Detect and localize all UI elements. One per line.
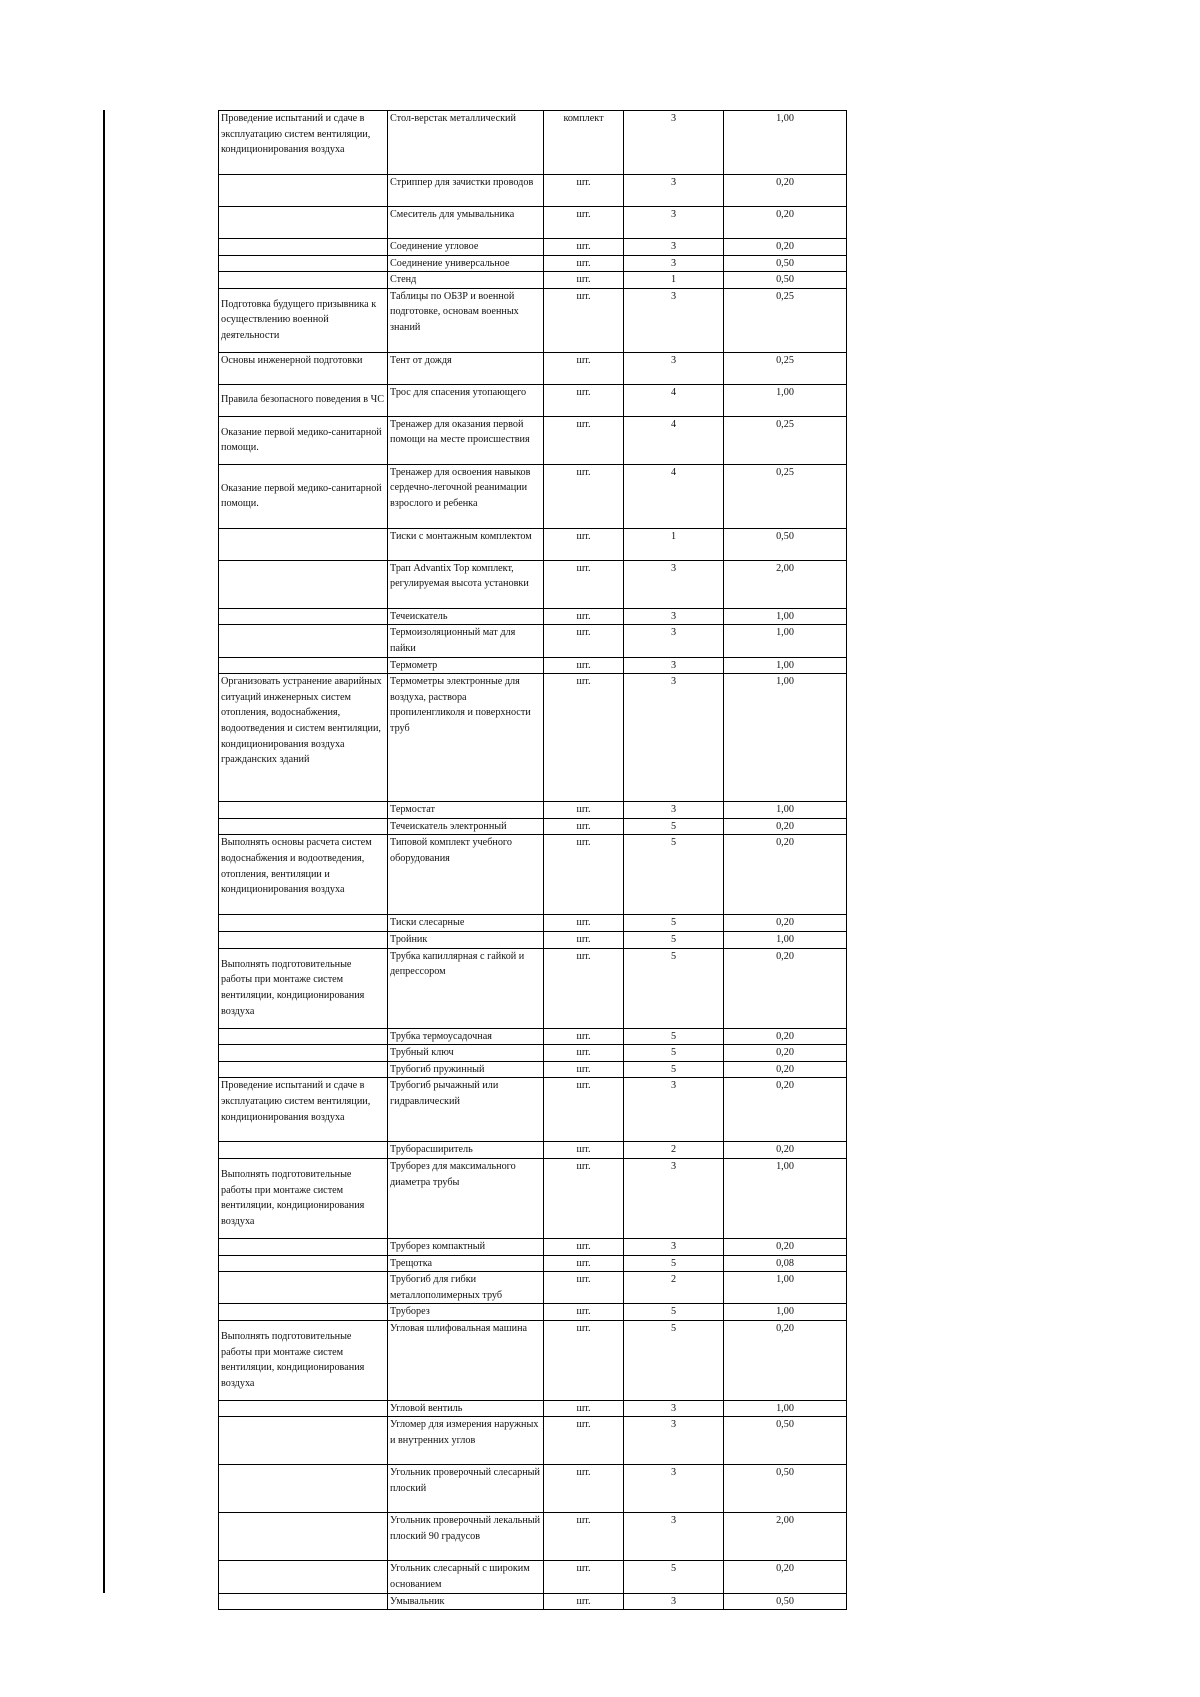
norm-cell: 0,25 bbox=[724, 464, 847, 528]
activity-cell: Организовать устранение аварийных ситуаций инженерных систем отопления, водоснабжения, водоотведения и систем вентиляции, кондиционирования воздуха гражданских зданий bbox=[219, 674, 388, 802]
quantity-cell: 4 bbox=[624, 416, 724, 464]
unit-cell: шт. bbox=[544, 1272, 624, 1304]
unit-cell: шт. bbox=[544, 207, 624, 239]
table-row bbox=[219, 528, 847, 560]
table-row bbox=[219, 1304, 847, 1321]
activity-cell: Оказание первой медико-санитарной помощи. bbox=[219, 464, 388, 528]
norm-cell: 0,20 bbox=[724, 948, 847, 1028]
activity-cell bbox=[219, 175, 388, 207]
unit-cell: шт. bbox=[544, 560, 624, 608]
equipment-name-cell: Угольник слесарный с широким основанием bbox=[388, 1561, 544, 1593]
activity-cell bbox=[219, 272, 388, 289]
unit-cell: шт. bbox=[544, 1158, 624, 1238]
equipment-name-cell: Угольник проверочный слесарный плоский bbox=[388, 1465, 544, 1513]
unit-cell: шт. bbox=[544, 1078, 624, 1142]
unit-cell: комплект bbox=[544, 111, 624, 175]
table-row bbox=[219, 239, 847, 256]
table-row bbox=[219, 1142, 847, 1159]
quantity-cell: 5 bbox=[624, 1061, 724, 1078]
table-row bbox=[219, 1593, 847, 1610]
table-row bbox=[219, 835, 847, 915]
activity-cell bbox=[219, 1255, 388, 1272]
norm-cell: 1,00 bbox=[724, 1304, 847, 1321]
unit-cell: шт. bbox=[544, 352, 624, 384]
equipment-name-cell: Тиски слесарные bbox=[388, 915, 544, 932]
unit-cell: шт. bbox=[544, 948, 624, 1028]
quantity-cell: 3 bbox=[624, 175, 724, 207]
unit-cell: шт. bbox=[544, 835, 624, 915]
table-row bbox=[219, 915, 847, 932]
equipment-name-cell: Труборез компактный bbox=[388, 1238, 544, 1255]
equipment-name-cell: Труборасширитель bbox=[388, 1142, 544, 1159]
equipment-name-cell: Течеискатель электронный bbox=[388, 818, 544, 835]
activity-cell: Выполнять подготовительные работы при монтаже систем вентиляции, кондиционирования воздуха bbox=[219, 1158, 388, 1238]
quantity-cell: 5 bbox=[624, 1028, 724, 1045]
unit-cell: шт. bbox=[544, 818, 624, 835]
equipment-name-cell: Трубный ключ bbox=[388, 1045, 544, 1062]
table-row bbox=[219, 1028, 847, 1045]
activity-cell bbox=[219, 1513, 388, 1561]
quantity-cell: 5 bbox=[624, 1255, 724, 1272]
norm-cell: 0,20 bbox=[724, 835, 847, 915]
norm-cell: 0,50 bbox=[724, 255, 847, 272]
norm-cell: 0,20 bbox=[724, 1078, 847, 1142]
unit-cell: шт. bbox=[544, 608, 624, 625]
equipment-name-cell: Умывальник bbox=[388, 1593, 544, 1610]
equipment-name-cell: Термостат bbox=[388, 802, 544, 819]
table-row bbox=[219, 625, 847, 657]
unit-cell: шт. bbox=[544, 915, 624, 932]
quantity-cell: 3 bbox=[624, 1417, 724, 1465]
quantity-cell: 5 bbox=[624, 818, 724, 835]
unit-cell: шт. bbox=[544, 175, 624, 207]
activity-cell: Оказание первой медико-санитарной помощи. bbox=[219, 416, 388, 464]
unit-cell: шт. bbox=[544, 1061, 624, 1078]
quantity-cell: 3 bbox=[624, 239, 724, 256]
norm-cell: 0,25 bbox=[724, 352, 847, 384]
activity-cell bbox=[219, 931, 388, 948]
norm-cell: 2,00 bbox=[724, 1513, 847, 1561]
table-row bbox=[219, 1158, 847, 1238]
quantity-cell: 1 bbox=[624, 272, 724, 289]
norm-cell: 0,50 bbox=[724, 1593, 847, 1610]
quantity-cell: 3 bbox=[624, 1400, 724, 1417]
quantity-cell: 1 bbox=[624, 528, 724, 560]
equipment-name-cell: Термоизоляционный мат для пайки bbox=[388, 625, 544, 657]
unit-cell: шт. bbox=[544, 625, 624, 657]
unit-cell: шт. bbox=[544, 272, 624, 289]
quantity-cell: 3 bbox=[624, 802, 724, 819]
equipment-name-cell: Смеситель для умывальника bbox=[388, 207, 544, 239]
equipment-table-body bbox=[219, 111, 847, 1610]
activity-cell bbox=[219, 1272, 388, 1304]
table-row bbox=[219, 657, 847, 674]
quantity-cell: 5 bbox=[624, 1320, 724, 1400]
quantity-cell: 3 bbox=[624, 1238, 724, 1255]
equipment-name-cell: Труборез bbox=[388, 1304, 544, 1321]
equipment-name-cell: Угловой вентиль bbox=[388, 1400, 544, 1417]
activity-cell: Правила безопасного поведения в ЧС bbox=[219, 384, 388, 416]
quantity-cell: 5 bbox=[624, 835, 724, 915]
equipment-name-cell: Таблицы по ОБЗР и военной подготовке, основам военных знаний bbox=[388, 288, 544, 352]
table-row bbox=[219, 1255, 847, 1272]
norm-cell: 1,00 bbox=[724, 931, 847, 948]
equipment-name-cell: Трос для спасения утопающего bbox=[388, 384, 544, 416]
table-row bbox=[219, 288, 847, 352]
equipment-name-cell: Тренажер для освоения навыков сердечно-легочной реанимации взрослого и ребенка bbox=[388, 464, 544, 528]
norm-cell: 0,20 bbox=[724, 1028, 847, 1045]
activity-cell bbox=[219, 1238, 388, 1255]
quantity-cell: 3 bbox=[624, 288, 724, 352]
table-row bbox=[219, 674, 847, 802]
activity-cell bbox=[219, 1561, 388, 1593]
table-row bbox=[219, 948, 847, 1028]
unit-cell: шт. bbox=[544, 1417, 624, 1465]
equipment-name-cell: Тройник bbox=[388, 931, 544, 948]
table-row bbox=[219, 352, 847, 384]
norm-cell: 0,25 bbox=[724, 416, 847, 464]
table-row bbox=[219, 1400, 847, 1417]
unit-cell: шт. bbox=[544, 1513, 624, 1561]
table-row bbox=[219, 1078, 847, 1142]
activity-cell bbox=[219, 915, 388, 932]
activity-cell bbox=[219, 1028, 388, 1045]
table-row bbox=[219, 1561, 847, 1593]
equipment-name-cell: Трубогиб пружинный bbox=[388, 1061, 544, 1078]
norm-cell: 0,20 bbox=[724, 239, 847, 256]
norm-cell: 1,00 bbox=[724, 674, 847, 802]
activity-cell bbox=[219, 1465, 388, 1513]
equipment-table bbox=[218, 110, 847, 1610]
table-row bbox=[219, 1061, 847, 1078]
equipment-name-cell: Тренажер для оказания первой помощи на месте происшествия bbox=[388, 416, 544, 464]
unit-cell: шт. bbox=[544, 1304, 624, 1321]
unit-cell: шт. bbox=[544, 657, 624, 674]
quantity-cell: 3 bbox=[624, 1465, 724, 1513]
table-row bbox=[219, 175, 847, 207]
quantity-cell: 2 bbox=[624, 1142, 724, 1159]
norm-cell: 1,00 bbox=[724, 1158, 847, 1238]
unit-cell: шт. bbox=[544, 1320, 624, 1400]
quantity-cell: 3 bbox=[624, 674, 724, 802]
table-row bbox=[219, 1272, 847, 1304]
activity-cell: Выполнять подготовительные работы при монтаже систем вентиляции, кондиционирования воздуха bbox=[219, 948, 388, 1028]
norm-cell: 0,20 bbox=[724, 915, 847, 932]
table-row bbox=[219, 1513, 847, 1561]
equipment-name-cell: Угловая шлифовальная машина bbox=[388, 1320, 544, 1400]
norm-cell: 0,20 bbox=[724, 1238, 847, 1255]
quantity-cell: 5 bbox=[624, 915, 724, 932]
table-row bbox=[219, 207, 847, 239]
unit-cell: шт. bbox=[544, 1561, 624, 1593]
equipment-name-cell: Стриппер для зачистки проводов bbox=[388, 175, 544, 207]
activity-cell: Проведение испытаний и сдаче в эксплуатацию систем вентиляции, кондиционирования воздуха bbox=[219, 1078, 388, 1142]
norm-cell: 2,00 bbox=[724, 560, 847, 608]
norm-cell: 0,20 bbox=[724, 175, 847, 207]
activity-cell bbox=[219, 1045, 388, 1062]
table-row bbox=[219, 1465, 847, 1513]
norm-cell: 1,00 bbox=[724, 608, 847, 625]
equipment-name-cell: Трещотка bbox=[388, 1255, 544, 1272]
activity-cell bbox=[219, 1142, 388, 1159]
activity-cell bbox=[219, 560, 388, 608]
equipment-name-cell: Стол-верстак металлический bbox=[388, 111, 544, 175]
equipment-name-cell: Тиски с монтажным комплектом bbox=[388, 528, 544, 560]
equipment-name-cell: Соединение универсальное bbox=[388, 255, 544, 272]
norm-cell: 1,00 bbox=[724, 111, 847, 175]
unit-cell: шт. bbox=[544, 1045, 624, 1062]
activity-cell: Подготовка будущего призывника к осуществлению военной деятельности bbox=[219, 288, 388, 352]
norm-cell: 1,00 bbox=[724, 802, 847, 819]
norm-cell: 0,20 bbox=[724, 1320, 847, 1400]
norm-cell: 1,00 bbox=[724, 625, 847, 657]
unit-cell: шт. bbox=[544, 528, 624, 560]
table-row bbox=[219, 608, 847, 625]
equipment-name-cell: Соединение угловое bbox=[388, 239, 544, 256]
norm-cell: 0,08 bbox=[724, 1255, 847, 1272]
activity-cell bbox=[219, 239, 388, 256]
activity-cell: Основы инженерной подготовки bbox=[219, 352, 388, 384]
unit-cell: шт. bbox=[544, 1400, 624, 1417]
table-row bbox=[219, 1238, 847, 1255]
unit-cell: шт. bbox=[544, 674, 624, 802]
quantity-cell: 3 bbox=[624, 560, 724, 608]
unit-cell: шт. bbox=[544, 1028, 624, 1045]
quantity-cell: 5 bbox=[624, 948, 724, 1028]
activity-cell bbox=[219, 657, 388, 674]
quantity-cell: 3 bbox=[624, 1513, 724, 1561]
quantity-cell: 5 bbox=[624, 1304, 724, 1321]
norm-cell: 0,20 bbox=[724, 1061, 847, 1078]
quantity-cell: 4 bbox=[624, 384, 724, 416]
quantity-cell: 3 bbox=[624, 625, 724, 657]
activity-cell bbox=[219, 1304, 388, 1321]
activity-cell bbox=[219, 528, 388, 560]
activity-cell: Выполнять подготовительные работы при монтаже систем вентиляции, кондиционирования воздуха bbox=[219, 1320, 388, 1400]
norm-cell: 0,20 bbox=[724, 207, 847, 239]
table-row bbox=[219, 560, 847, 608]
unit-cell: шт. bbox=[544, 239, 624, 256]
norm-cell: 0,20 bbox=[724, 1142, 847, 1159]
unit-cell: шт. bbox=[544, 288, 624, 352]
quantity-cell: 3 bbox=[624, 608, 724, 625]
activity-cell: Выполнять основы расчета систем водоснабжения и водоотведения, отопления, вентиляции и кондиционирования воздуха bbox=[219, 835, 388, 915]
unit-cell: шт. bbox=[544, 255, 624, 272]
activity-cell bbox=[219, 802, 388, 819]
left-margin-line bbox=[103, 110, 105, 1593]
quantity-cell: 2 bbox=[624, 1272, 724, 1304]
unit-cell: шт. bbox=[544, 384, 624, 416]
norm-cell: 0,50 bbox=[724, 1417, 847, 1465]
activity-cell bbox=[219, 1593, 388, 1610]
table-row bbox=[219, 1045, 847, 1062]
activity-cell bbox=[219, 255, 388, 272]
quantity-cell: 3 bbox=[624, 352, 724, 384]
unit-cell: шт. bbox=[544, 416, 624, 464]
equipment-name-cell: Угольник проверочный лекальный плоский 90 градусов bbox=[388, 1513, 544, 1561]
equipment-name-cell: Тент от дождя bbox=[388, 352, 544, 384]
equipment-name-cell: Трубогиб рычажный или гидравлический bbox=[388, 1078, 544, 1142]
equipment-name-cell: Термометр bbox=[388, 657, 544, 674]
norm-cell: 1,00 bbox=[724, 657, 847, 674]
unit-cell: шт. bbox=[544, 802, 624, 819]
norm-cell: 0,20 bbox=[724, 1045, 847, 1062]
quantity-cell: 5 bbox=[624, 1561, 724, 1593]
table-row bbox=[219, 111, 847, 175]
equipment-name-cell: Стенд bbox=[388, 272, 544, 289]
table-row bbox=[219, 384, 847, 416]
quantity-cell: 3 bbox=[624, 1078, 724, 1142]
norm-cell: 1,00 bbox=[724, 1272, 847, 1304]
unit-cell: шт. bbox=[544, 1238, 624, 1255]
quantity-cell: 3 bbox=[624, 207, 724, 239]
unit-cell: шт. bbox=[544, 1593, 624, 1610]
activity-cell bbox=[219, 1400, 388, 1417]
equipment-name-cell: Течеискатель bbox=[388, 608, 544, 625]
quantity-cell: 4 bbox=[624, 464, 724, 528]
norm-cell: 0,50 bbox=[724, 272, 847, 289]
table-row bbox=[219, 818, 847, 835]
activity-cell: Проведение испытаний и сдаче в эксплуатацию систем вентиляции, кондиционирования воздуха bbox=[219, 111, 388, 175]
equipment-name-cell: Трубогиб для гибки металлополимерных труб bbox=[388, 1272, 544, 1304]
equipment-name-cell: Трубка термоусадочная bbox=[388, 1028, 544, 1045]
activity-cell bbox=[219, 1061, 388, 1078]
table-row bbox=[219, 416, 847, 464]
norm-cell: 0,50 bbox=[724, 1465, 847, 1513]
table-row bbox=[219, 1320, 847, 1400]
norm-cell: 1,00 bbox=[724, 384, 847, 416]
unit-cell: шт. bbox=[544, 1142, 624, 1159]
quantity-cell: 3 bbox=[624, 255, 724, 272]
norm-cell: 1,00 bbox=[724, 1400, 847, 1417]
norm-cell: 0,25 bbox=[724, 288, 847, 352]
table-row bbox=[219, 272, 847, 289]
quantity-cell: 3 bbox=[624, 1158, 724, 1238]
quantity-cell: 3 bbox=[624, 657, 724, 674]
unit-cell: шт. bbox=[544, 464, 624, 528]
equipment-name-cell: Трубка капиллярная с гайкой и депрессором bbox=[388, 948, 544, 1028]
norm-cell: 0,20 bbox=[724, 818, 847, 835]
unit-cell: шт. bbox=[544, 931, 624, 948]
norm-cell: 0,50 bbox=[724, 528, 847, 560]
table-row bbox=[219, 255, 847, 272]
activity-cell bbox=[219, 207, 388, 239]
activity-cell bbox=[219, 608, 388, 625]
norm-cell: 0,20 bbox=[724, 1561, 847, 1593]
activity-cell bbox=[219, 818, 388, 835]
equipment-name-cell: Типовой комплект учебного оборудования bbox=[388, 835, 544, 915]
table-row bbox=[219, 1417, 847, 1465]
table-row bbox=[219, 802, 847, 819]
quantity-cell: 3 bbox=[624, 111, 724, 175]
unit-cell: шт. bbox=[544, 1465, 624, 1513]
table-row bbox=[219, 931, 847, 948]
equipment-name-cell: Трап Advantix Top комплект, регулируемая высота установки bbox=[388, 560, 544, 608]
activity-cell bbox=[219, 625, 388, 657]
equipment-name-cell: Термометры электронные для воздуха, раствора пропиленгликоля и поверхности труб bbox=[388, 674, 544, 802]
quantity-cell: 5 bbox=[624, 931, 724, 948]
quantity-cell: 3 bbox=[624, 1593, 724, 1610]
table-row bbox=[219, 464, 847, 528]
equipment-name-cell: Угломер для измерения наружных и внутренних углов bbox=[388, 1417, 544, 1465]
equipment-name-cell: Труборез для максимального диаметра трубы bbox=[388, 1158, 544, 1238]
activity-cell bbox=[219, 1417, 388, 1465]
quantity-cell: 5 bbox=[624, 1045, 724, 1062]
unit-cell: шт. bbox=[544, 1255, 624, 1272]
